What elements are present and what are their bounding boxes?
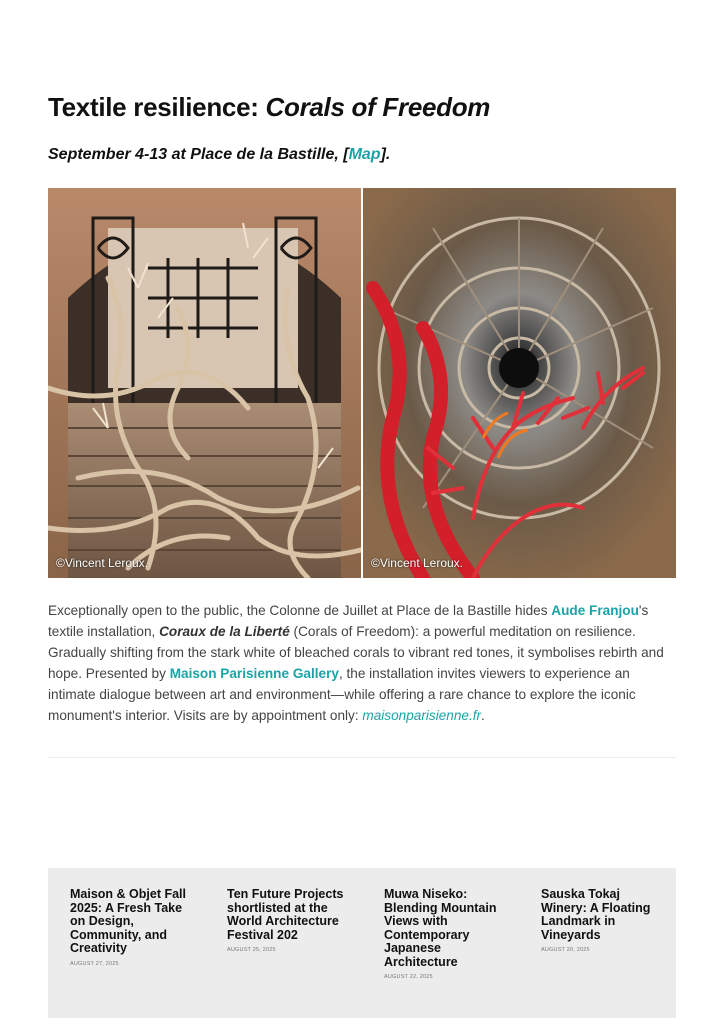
gallery-link[interactable]: Maison Parisienne Gallery — [169, 666, 339, 681]
body-text-5: . — [481, 708, 485, 723]
body-text-1: Exceptionally open to the public, the Colonne de Juillet at Place de la Bastille hides — [48, 603, 552, 618]
article-subtitle — [48, 146, 390, 164]
article-title-italic: Corals of Freedom — [265, 92, 491, 122]
related-post-title[interactable]: Muwa Niseko: Blending Mountain Views with Contemporary Japanese Architecture — [384, 887, 497, 969]
photo-gallery — [48, 188, 676, 578]
related-post-card[interactable] — [70, 888, 190, 967]
subtitle-suffix: ]. — [380, 146, 391, 163]
related-post-date: AUGUST 27, 2025 — [70, 960, 119, 967]
photo-staircase-white-corals[interactable] — [48, 188, 361, 578]
map-link[interactable]: Map — [348, 146, 381, 163]
related-post-card[interactable] — [541, 888, 661, 953]
related-post-date: AUGUST 22, 2025 — [384, 974, 433, 980]
photo-spiral-red-corals[interactable] — [363, 188, 676, 578]
article-body — [48, 600, 678, 726]
spiral-image — [363, 188, 676, 578]
body-text-4: , the installation invites viewers to experience an intimate dialogue between art and environment—while offering a rare chance to explore the iconic monument's interior. Visits are by appointment only: — [48, 666, 636, 723]
related-posts — [48, 868, 676, 1018]
body-text-3: (Corals of Freedom): a powerful meditation on resilience. Gradually shifting from the stark white of bleached corals to vibrant red tones, it symbolises rebirth and hope. Presented by — [48, 624, 664, 681]
artist-link[interactable]: Aude Franjou — [551, 603, 639, 618]
related-post-date: AUGUST 20, 2025 — [541, 947, 590, 953]
photo-credit-left: ©Vincent Leroux. — [56, 556, 149, 570]
related-post-title[interactable]: Sauska Tokaj Winery: A Floating Landmark in Vineyards — [541, 887, 651, 942]
related-post-title[interactable]: Maison & Objet Fall 2025: A Fresh Take on Design, Community, and Creativity — [70, 887, 186, 955]
related-post-title[interactable]: Ten Future Projects shortlisted at the World Architecture Festival 202 — [227, 887, 344, 942]
subtitle-prefix: September 4-13 at Place de la Bastille, [ — [48, 146, 349, 163]
website-link[interactable]: maisonparisienne.fr — [362, 708, 482, 723]
photo-credit-right: ©Vincent Leroux. — [371, 556, 464, 570]
article-title-plain: Textile resilience: — [48, 92, 266, 122]
section-divider — [48, 757, 676, 758]
related-post-date: AUGUST 25, 2025 — [227, 947, 276, 953]
article-title — [48, 92, 490, 123]
staircase-image — [48, 188, 361, 578]
body-text-2: 's textile installation, — [48, 603, 649, 639]
related-post-card[interactable] — [384, 888, 504, 980]
artwork-title: Coraux de la Liberté — [159, 624, 290, 639]
related-post-card[interactable] — [227, 888, 347, 953]
